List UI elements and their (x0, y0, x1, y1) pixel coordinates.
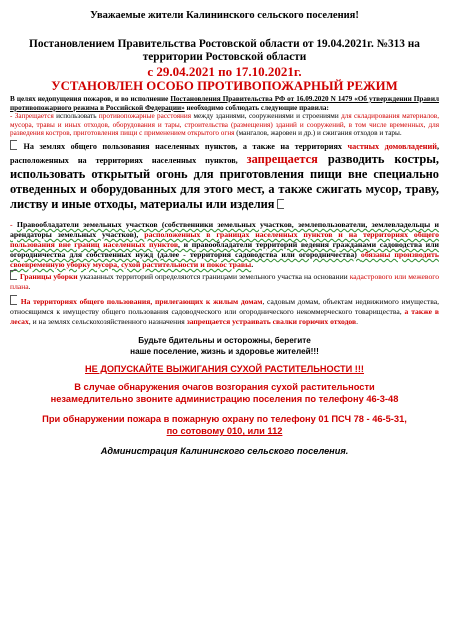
rule-1-distances: противопожарные расстояния (98, 112, 192, 121)
rule-5 (10, 295, 439, 327)
detection-line-1: В случае обнаружения очагов возгорания сухой растительности (74, 381, 375, 392)
rule-2 (10, 140, 439, 212)
rule-4-text: указанных территорий определяются границами земельного участка на основании (77, 271, 350, 281)
rule-5-forests: а также в лесах (10, 306, 439, 326)
rule-5-text-2: , и на землях сельскохозяйственного назначения (28, 316, 187, 326)
careful-message (10, 335, 439, 357)
decree-title (10, 38, 439, 64)
rule-1-text-end: (мангалов, жаровен и др.) и сжигания отходов и тары. (234, 129, 402, 138)
rule-2-private: частных домовладений (347, 141, 437, 151)
intro-paragraph (10, 95, 439, 112)
fire-line-2: по сотовому 010, или 112 (166, 425, 283, 436)
bracket-mark-icon (10, 295, 17, 305)
rule-1-purposes: для складирования материалов, мусора, травы и иных отходов, оборудования и тары, строительства (размещения) зданий и сооружений, в том числе временных, для разведения костров, приготовления пищи с применением открытого огня (10, 112, 439, 138)
fire-phone-message (10, 413, 439, 437)
rule-2-text-2: , расположенных на территориях населенных пунктов, (10, 141, 440, 165)
bracket-mark-icon (277, 199, 284, 209)
rule-3-gardens: , и правообладатели территорий ведения гражданами садоводства или огородничества для собственных нужд (далее - территория садоводства или огородничества) (10, 239, 439, 259)
rule-3-dash: - (10, 219, 17, 229)
decree-reference: Постановления Правительства РФ от 16.09.2020 N 1479 «Об утверждении Правил противопожарного режима в Российской Федерации» (10, 95, 439, 112)
rule-3-territories: расположенных в границах населенных пунктов и на территориях общего пользования вне границ населенных пунктов (10, 229, 440, 249)
administration-signature: Администрация Калининского сельского поселения. (100, 445, 349, 456)
rule-4-cleanup: Границы уборки (20, 271, 78, 281)
rule-1 (10, 112, 439, 138)
rule-3 (10, 220, 439, 270)
intro-text-end: необходимо соблюдать следующие правила: (184, 103, 329, 112)
detection-line-2: незамедлительно звоните администрацию поселения по телефону 46-3-48 (50, 393, 399, 404)
rule-5-forbidden: запрещается устраивать свалки горючих отходов (186, 316, 357, 326)
decree-line-2: территории Ростовской области (142, 51, 307, 63)
rule-3-owners: Правообладатели земельных участков (собственники земельных участков, землепользователи, землевладельцы и арендаторы земельных участков), (10, 219, 439, 239)
regime-heading: УСТАНОВЛЕН ОСОБО ПРОТИВОПОЖАРНЫЙ РЕЖИМ (51, 79, 398, 93)
intro-text: В целях недопущения пожаров, и во исполнение (10, 95, 171, 103)
forbid-burning: НЕ ДОПУСКАЙТЕ ВЫЖИГАНИЯ СУХОЙ РАСТИТЕЛЬНОСТИ !!! (85, 363, 364, 374)
rule-5-text: , садовым домам, объектам недвижимого имущества, относящимся к имуществу общего пользования садоводческого или огороднического некоммерческого товарищества, (10, 296, 439, 316)
rule-3-end: . (251, 259, 254, 269)
regime-dates: с 29.04.2021 по 17.10.2021г. (147, 64, 302, 79)
rule-2-text: На землях общего пользования населенных пунктов, а также на территориях (18, 141, 348, 151)
rule-3-obligation: обязаны производить своевременную уборку мусора, сухой растительности и покос травы (10, 249, 439, 269)
rule-5-end: . (356, 316, 359, 326)
rule-4-end: . (28, 281, 31, 291)
rule-5-public-areas: На территориях общего пользования, прилегающих к жилым домам (20, 296, 263, 306)
rule-1-text-2: между зданиями, сооружениями и строениями (191, 112, 342, 121)
rule-1-text: использовать (53, 112, 99, 121)
rule-4 (10, 270, 439, 292)
detection-message (10, 381, 439, 405)
careful-line-2: наше поселение, жизнь и здоровье жителей!!! (130, 346, 319, 356)
bracket-mark-icon (10, 140, 17, 150)
rule-2-text-big: разводить костры, использовать открытый огонь для приготовления пищи вне специально отведенных и оборудованных для этого мест, а также сжигать мусор, траву, листву и иные отходы, материалы или изделия (10, 151, 439, 211)
rule-4-plan: кадастрового или межевого плана (10, 271, 439, 291)
greeting: Уважаемые жители Калининского сельского поселения! (90, 10, 359, 21)
rule-1-dash: - (10, 112, 15, 121)
bracket-mark-icon (10, 270, 17, 280)
rule-2-forbidden: запрещается (246, 151, 318, 166)
careful-line-1: Будьте бдительны и осторожны, берегите (138, 335, 311, 345)
fire-line-1: При обнаружении пожара в пожарную охрану по телефону 01 ПСЧ 78 - 46-5-31, (42, 413, 407, 424)
decree-line-1: Постановлением Правительства Ростовской области от 19.04.2021г. №313 на (29, 38, 420, 50)
rule-1-forbidden: Запрещается (14, 112, 54, 121)
